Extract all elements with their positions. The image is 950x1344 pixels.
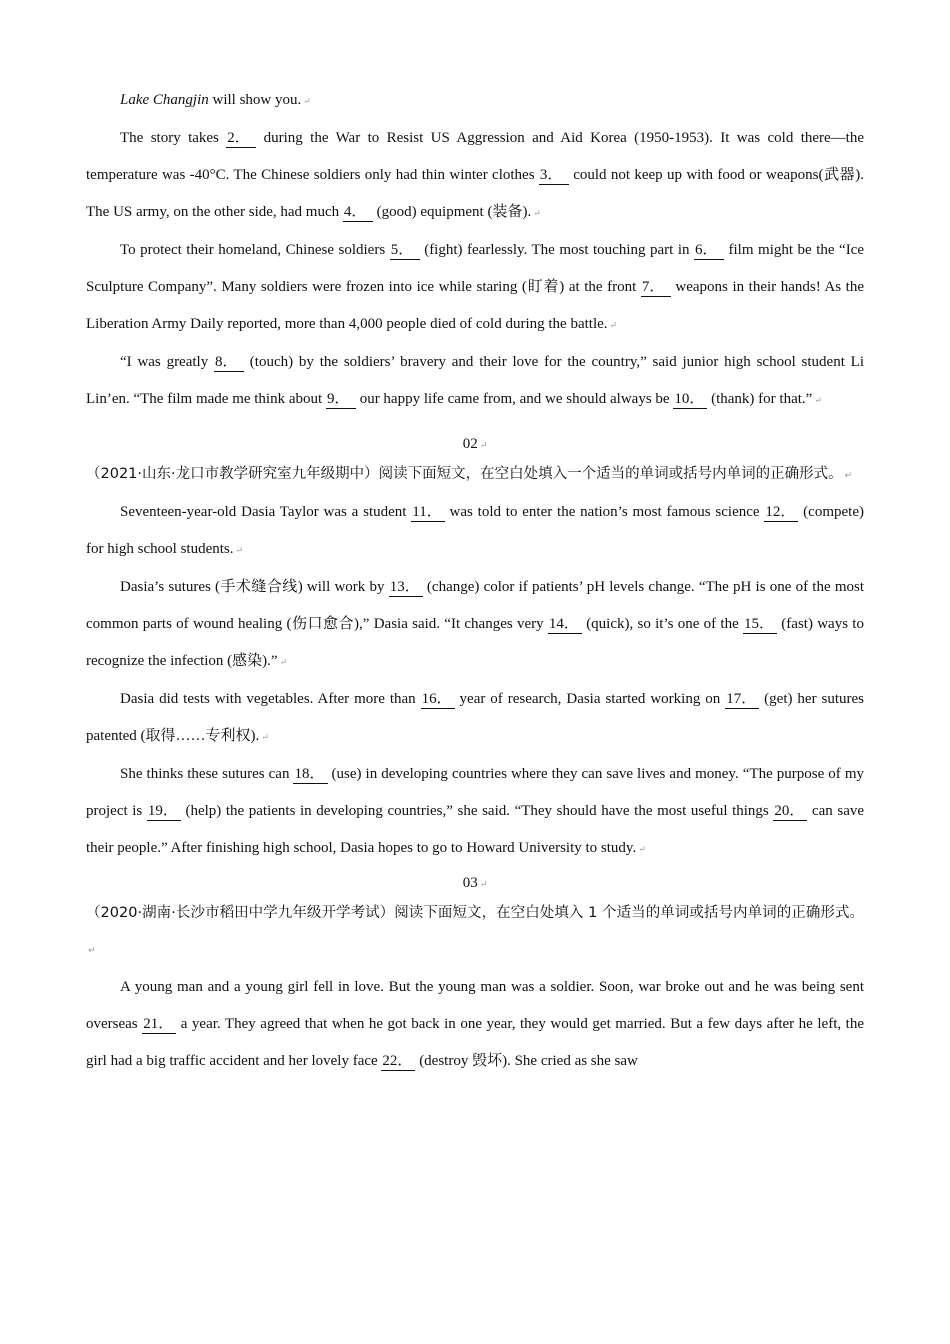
paragraph: Lake Changjin will show you. ↵ bbox=[120, 92, 311, 108]
film-title: Lake Changjin bbox=[120, 92, 209, 108]
blank-7[interactable]: 7． bbox=[641, 278, 671, 297]
blank-18[interactable]: 18． bbox=[293, 765, 327, 784]
paragraph: Dasia’s sutures (手术缝合线) will work by 13． (change) color if patients’ pH levels change. “The pH is one of the most common parts of wound healing (伤口愈合),” Dasia said. “It changes very 14． (quick), so it’s one of the 15． (fast) ways to recognize the infection (感染).” ↵ bbox=[86, 579, 864, 669]
blank-12[interactable]: 12． bbox=[764, 503, 798, 522]
paragraph: “I was greatly 8． (touch) by the soldiers’ bravery and their love for the country,” said junior high school student Li Lin’en. “The film made me think about 9． our happy life came from, and we should always be 10． (thank) for that.” ↵ bbox=[86, 354, 864, 407]
paragraph: The story takes 2． during the War to Resist US Aggression and Aid Korea (1950-1953). It was cold there—the temperature was -40°C. The Chinese soldiers only had thin winter clothes 3． could not keep up with food or weapons(武器). The US army, on the other side, had much 4． (good) equipment (装备). ↵ bbox=[86, 130, 865, 220]
blank-6[interactable]: 6． bbox=[694, 241, 724, 260]
blank-13[interactable]: 13． bbox=[389, 578, 423, 597]
document-page bbox=[86, 82, 864, 1080]
blank-17[interactable]: 17． bbox=[725, 690, 759, 709]
blank-16[interactable]: 16． bbox=[421, 690, 455, 709]
paragraph: Seventeen-year-old Dasia Taylor was a student 11． was told to enter the nation’s most famous science 12． (compete) for high school students. ↵ bbox=[86, 504, 864, 557]
blank-10[interactable]: 10． bbox=[673, 390, 707, 409]
blank-11[interactable]: 11． bbox=[411, 503, 444, 522]
section-number: 03 ↵ bbox=[462, 875, 488, 891]
paragraph: She thinks these sutures can 18． (use) in developing countries where they can save lives and money. “The purpose of my project is 19． (help) the patients in developing countries,” she said. “They should have the most useful things 20． can save their people.” After finishing high school, Dasia hopes to go to Howard University to study. ↵ bbox=[86, 766, 865, 856]
blank-14[interactable]: 14． bbox=[548, 615, 582, 634]
section-heading: （2020·湖南·长沙市稻田中学九年级开学考试）阅读下面短文，在空白处填入 1 个适当的单词或括号内单词的正确形式。↵ bbox=[86, 905, 864, 956]
blank-21[interactable]: 21． bbox=[142, 1015, 176, 1034]
blank-5[interactable]: 5． bbox=[390, 241, 420, 260]
paragraph: To protect their homeland, Chinese soldiers 5． (fight) fearlessly. The most touching part in 6． film might be the “Ice Sculpture Company”. Many soldiers were frozen into ice while staring (盯着) at the front 7． weapons in their hands! As the Liberation Army Daily reported, more than 4,000 people died of cold during the battle. ↵ bbox=[86, 242, 864, 332]
blank-20[interactable]: 20． bbox=[773, 802, 807, 821]
blank-19[interactable]: 19． bbox=[147, 802, 181, 821]
blank-8[interactable]: 8． bbox=[214, 353, 244, 372]
section-heading: （2021·山东·龙口市教学研究室九年级期中）阅读下面短文，在空白处填入一个适当的单词或括号内单词的正确形式。 ↵ bbox=[86, 466, 853, 482]
section-number: 02 ↵ bbox=[462, 436, 488, 452]
paragraph: Dasia did tests with vegetables. After more than 16． year of research, Dasia started working on 17． (get) her sutures patented (取得……专利权). ↵ bbox=[86, 691, 864, 744]
blank-15[interactable]: 15． bbox=[743, 615, 777, 634]
paragraph: A young man and a young girl fell in love. But the young man was a soldier. Soon, war broke out and he was being sent overseas 21． a year. They agreed that when he got back in one year, they would get married. But a few days after he left, the girl had a big traffic accident and her lovely face 22． (destroy 毁坏). She cried as she saw bbox=[86, 979, 864, 1069]
blank-9[interactable]: 9． bbox=[326, 390, 356, 409]
blank-3[interactable]: 3． bbox=[539, 166, 569, 185]
blank-4[interactable]: 4． bbox=[343, 203, 373, 222]
blank-2[interactable]: 2． bbox=[226, 129, 256, 148]
blank-22[interactable]: 22． bbox=[381, 1052, 415, 1071]
